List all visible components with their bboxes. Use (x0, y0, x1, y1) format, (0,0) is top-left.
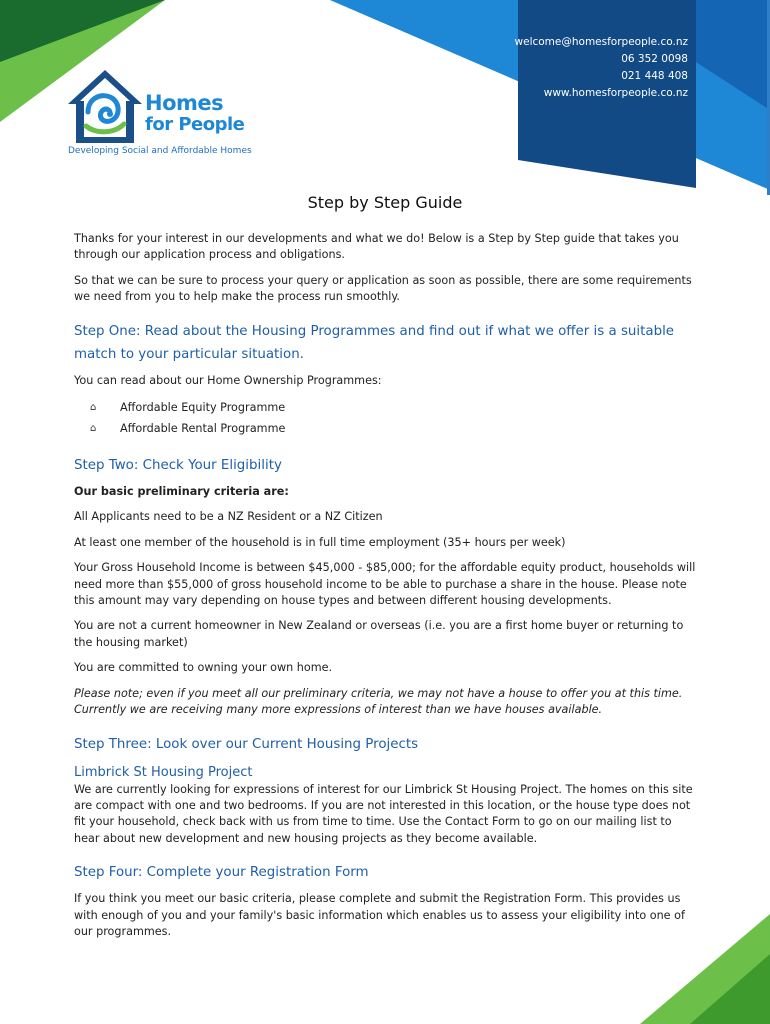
criteria-item: All Applicants need to be a NZ Resident or a NZ Citizen (74, 510, 383, 524)
step-four-text: If you think you meet our basic criteria, please complete and submit the Registration Form. This provides us with enough of you and your family's basic information which enables us to assess your eligibility into one of our programmes. (74, 892, 685, 938)
logo-line-2: for People (145, 114, 245, 135)
step-one-intro: You can read about our Home Ownership Programmes: (74, 373, 382, 387)
step-four-heading: Step Four: Complete your Registration Form (74, 865, 369, 881)
intro-paragraph-1: Thanks for your interest in our developments and what we do! Below is a Step by Step guide that takes you through our application process and obligations. (74, 232, 679, 262)
criteria-label: Our basic preliminary criteria are: (74, 485, 289, 499)
document-body (74, 231, 700, 949)
house-bullet-icon: ⌂ (90, 423, 97, 435)
programme-list (90, 398, 700, 440)
programme-equity: Affordable Equity Programme (120, 401, 286, 415)
criteria-item: You are not a current homeowner in New Zealand or overseas (i.e. you are a first home buyer or returning to the housing market) (74, 619, 684, 649)
page-title: Step by Step Guide (307, 193, 463, 212)
contact-phone-1: 06 352 0098 (621, 53, 688, 65)
contact-info (515, 34, 688, 102)
list-item[interactable] (90, 419, 700, 440)
eligibility-note: Please note; even if you meet all our preliminary criteria, we may not have a house to offer you at this time. Currently we are receiving many more expressions of interest than we have houses available. (74, 686, 683, 717)
list-item[interactable] (90, 398, 700, 419)
criteria-item: Your Gross Household Income is between $45,000 - $85,000; for the affordable equity product, households will need more than $55,000 of gross household income to be able to purchase a share in the house. Please note this amount may vary depending on house types and between different housing developments. (74, 561, 696, 608)
contact-website[interactable]: www.homesforpeople.co.nz (543, 87, 688, 99)
contact-phone-2: 021 448 408 (621, 70, 688, 82)
logo-tagline: Developing Social and Affordable Homes (68, 146, 252, 156)
step-one-heading: Step One: Read about the Housing Programmes and find out if what we offer is a suitable match to your particular situation. (74, 323, 675, 362)
programme-rental: Affordable Rental Programme (120, 422, 286, 436)
logo-wordmark (145, 93, 244, 135)
homes-for-people-logo-icon (66, 68, 144, 146)
contact-email[interactable]: welcome@homesforpeople.co.nz (514, 36, 688, 48)
project-description: We are currently looking for expressions of interest for our Limbrick St Housing Project. The homes on this site are compact with one and two bedrooms. If you are not interested in this location, or the house type does not fit your household, check back with us from time to time. Use the Contact Form to go on our mailing list to hear about new development and new housing projects as they become available. (74, 782, 693, 845)
logo-line-1: Homes (145, 91, 224, 115)
intro-paragraph-2: So that we can be sure to process your query or application as soon as possible, there are some requirements we need from you to help make the process run smoothly. (74, 273, 692, 304)
step-two-heading: Step Two: Check Your Eligibility (74, 458, 282, 474)
project-title: Limbrick St Housing Project (74, 764, 253, 780)
house-bullet-icon: ⌂ (90, 402, 97, 414)
criteria-item: You are committed to owning your own home. (74, 661, 333, 675)
criteria-item: At least one member of the household is in full time employment (35+ hours per week) (74, 535, 566, 549)
bottom-right-decoration (620, 914, 770, 1024)
step-three-heading: Step Three: Look over our Current Housing Projects (74, 736, 419, 752)
